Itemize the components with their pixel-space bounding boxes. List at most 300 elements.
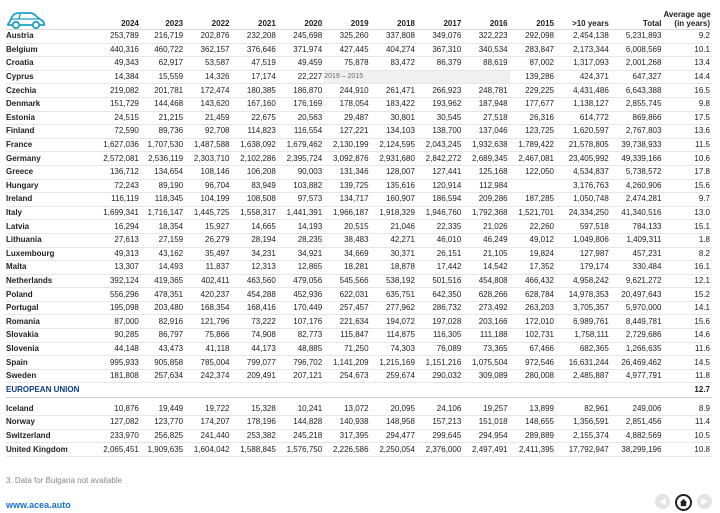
country-cell: Czechia [6,84,99,98]
value-cell: 178,054 [324,97,370,111]
value-cell: 18,354 [141,220,185,234]
table-row [6,443,712,457]
value-cell: 21,105 [463,247,509,261]
country-cell: Luxembourg [6,247,99,261]
value-cell: 362,157 [185,43,231,57]
value-cell: 187,285 [510,193,556,207]
avg-age-cell: 10.5 [663,429,712,443]
value-cell: 325,260 [324,30,370,44]
value-cell: 2,226,586 [324,443,370,457]
avg-age-cell: 10.1 [663,43,712,57]
value-cell: 10,876 [99,402,141,415]
value-cell: 21,215 [141,111,185,125]
value-cell: 1,966,187 [324,206,370,220]
value-cell: 97,573 [278,193,324,207]
value-cell: 597,518 [556,220,611,234]
value-cell: 82,961 [556,402,611,415]
value-cell: 972,546 [510,356,556,370]
value-cell: 116,119 [99,193,141,207]
country-cell: Netherlands [6,274,99,288]
value-cell: 197,028 [417,315,463,329]
value-cell: 28,194 [231,233,277,247]
value-cell: 3,176,763 [556,179,611,193]
value-cell: 1,576,750 [278,443,324,457]
value-cell: 49,459 [278,57,324,71]
table-row [6,57,712,71]
value-cell: 2,124,595 [371,138,417,152]
value-cell: 1,679,462 [278,138,324,152]
value-cell: 21,026 [463,220,509,234]
value-cell: 131,346 [324,165,370,179]
table-row [6,429,712,443]
value-cell: 622,031 [324,288,370,302]
value-cell: 174,207 [185,416,231,430]
value-cell: 96,704 [185,179,231,193]
value-cell: 38,299,196 [611,443,664,457]
value-cell: 71,250 [324,342,370,356]
value-cell: 35,497 [185,247,231,261]
value-cell: 24,334,250 [556,206,611,220]
value-cell: 34,231 [231,247,277,261]
country-cell: Slovenia [6,342,99,356]
value-cell: 83,949 [231,179,277,193]
value-cell: 148,958 [371,416,417,430]
value-cell: 170,449 [278,301,324,315]
home-icon [679,498,688,507]
value-cell: 796,702 [278,356,324,370]
value-cell: 16,294 [99,220,141,234]
value-cell: 460,722 [141,43,185,57]
value-cell: 1,049,806 [556,233,611,247]
value-cell: 2,497,491 [463,443,509,457]
value-cell: 82,773 [278,329,324,343]
value-cell: 376,646 [231,43,277,57]
value-cell: 22,675 [231,111,277,125]
value-cell: 2,043,245 [417,138,463,152]
avg-age-cell: 15.1 [663,220,712,234]
value-cell: 120,914 [417,179,463,193]
country-cell: Poland [6,288,99,302]
value-cell: 53,587 [185,57,231,71]
value-cell: 242,374 [185,369,231,383]
avg-age-cell: 11.8 [663,369,712,383]
country-cell: Belgium [6,43,99,57]
value-cell: 114,823 [231,125,277,139]
table-row [6,97,712,111]
value-cell: 628,266 [463,288,509,302]
value-cell: 177,677 [510,97,556,111]
value-cell: 19,722 [185,402,231,415]
value-cell: 261,471 [371,84,417,98]
value-cell: 1,075,504 [463,356,509,370]
avg-age-cell: 15.6 [663,179,712,193]
value-cell [510,179,556,193]
header-country [6,10,99,30]
next-page-button[interactable] [697,494,712,509]
value-cell: 6,989,761 [556,315,611,329]
value-cell: 29,487 [324,111,370,125]
avg-age-cell: 17.8 [663,165,712,179]
value-cell: 457,231 [611,247,664,261]
value-cell: 340,534 [463,43,509,57]
value-cell: 452,936 [278,288,324,302]
value-cell: 309,089 [463,369,509,383]
value-cell: 2,931,680 [371,152,417,166]
value-cell: 49,339,166 [611,152,664,166]
country-cell: Switzerland [6,429,99,443]
value-cell: 207,121 [278,369,324,383]
value-cell: 1,792,368 [463,206,509,220]
value-cell: 290,032 [417,369,463,383]
value-cell: 1,487,588 [185,138,231,152]
country-cell: Latvia [6,220,99,234]
value-cell: 219,082 [99,84,141,98]
value-cell: 72,243 [99,179,141,193]
value-cell: 642,350 [417,288,463,302]
value-cell: 103,882 [278,179,324,193]
value-cell: 74,303 [371,342,417,356]
country-cell: Ireland [6,193,99,207]
value-cell: 1,638,092 [231,138,277,152]
value-cell: 34,669 [324,247,370,261]
value-cell: 799,077 [231,356,277,370]
table-row [6,261,712,275]
value-cell: 114,875 [371,329,417,343]
value-cell: 160,907 [371,193,417,207]
value-cell: 905,858 [141,356,185,370]
value-cell: 479,056 [278,274,324,288]
avg-age-cell: 16.5 [663,84,712,98]
value-cell: 266,923 [417,84,463,98]
value-cell: 2,485,887 [556,369,611,383]
value-cell: 5,231,893 [611,30,664,44]
value-cell: 143,620 [185,97,231,111]
value-cell: 27,613 [99,233,141,247]
value-cell: 17,352 [510,261,556,275]
value-cell: 2,689,345 [463,152,509,166]
value-cell: 1,141,209 [324,356,370,370]
value-cell: 4,260,906 [611,179,664,193]
avg-age-cell: 13.0 [663,206,712,220]
value-cell: 294,477 [371,429,417,443]
value-cell: 545,566 [324,274,370,288]
value-cell: 127,441 [417,165,463,179]
avg-age-cell: 10.8 [663,443,712,457]
avg-age-cell: 12.1 [663,274,712,288]
value-cell: 232,208 [231,30,277,44]
value-cell: 30,545 [417,111,463,125]
value-cell: 2,474,281 [611,193,664,207]
avg-age-cell: 11.5 [663,138,712,152]
value-cell: 201,781 [141,84,185,98]
value-cell: 3,092,876 [324,152,370,166]
table-row [6,301,712,315]
value-cell: 22,260 [510,220,556,234]
value-cell: 203,480 [141,301,185,315]
value-cell: 27,518 [463,111,509,125]
value-cell: 135,616 [371,179,417,193]
table-row [6,369,712,383]
avg-age-cell: 14.4 [663,70,712,84]
avg-age-cell: 17.5 [663,111,712,125]
value-cell: 168,354 [185,301,231,315]
table-row [6,165,712,179]
value-cell: 2,454,138 [556,30,611,44]
value-cell: 20,563 [278,111,324,125]
value-cell: 466,432 [510,274,556,288]
value-cell: 157,213 [417,416,463,430]
value-cell: 15,328 [231,402,277,415]
value-cell: 14,493 [141,261,185,275]
table-row [6,416,712,430]
value-cell: 46,249 [463,233,509,247]
website-link[interactable]: www.acea.auto [6,500,71,510]
table-row [6,193,712,207]
value-cell: 30,801 [371,111,417,125]
page-navigation [655,494,712,511]
value-cell: 2,250,054 [371,443,417,457]
value-cell: 26,279 [185,233,231,247]
header-avg-age: Average age (in years) [663,10,711,28]
value-cell: 14,978,353 [556,288,611,302]
value-cell: 2,065,451 [99,443,141,457]
value-cell: 87,002 [510,57,556,71]
value-cell: 3,705,357 [556,301,611,315]
value-cell: 144,468 [141,97,185,111]
table-row [6,247,712,261]
header-row [6,10,712,30]
value-cell: 20,515 [324,220,370,234]
value-cell: 195,098 [99,301,141,315]
value-cell: 13,072 [324,402,370,415]
value-cell: 614,772 [556,111,611,125]
header-year: 2016 [463,10,509,30]
value-cell: 263,203 [510,301,556,315]
value-cell: 108,508 [231,193,277,207]
country-cell: France [6,138,99,152]
value-cell: 2,536,119 [141,152,185,166]
value-cell: 26,151 [417,247,463,261]
value-cell: 2,842,272 [417,152,463,166]
country-cell: Estonia [6,111,99,125]
country-cell: Sweden [6,369,99,383]
value-cell: 4,431,486 [556,84,611,98]
value-cell: 73,365 [463,342,509,356]
avg-age-cell: 11.6 [663,342,712,356]
value-cell: 2,851,456 [611,416,664,430]
value-cell: 183,422 [371,97,417,111]
value-cell: 137,046 [463,125,509,139]
value-cell: 463,560 [231,274,277,288]
value-cell: 2,155,374 [556,429,611,443]
value-cell: 253,382 [231,429,277,443]
value-cell: 556,296 [99,288,141,302]
value-cell: 108,146 [185,165,231,179]
value-cell: 193,962 [417,97,463,111]
table-row [6,138,712,152]
country-cell: Spain [6,356,99,370]
value-cell: 178,196 [231,416,277,430]
value-cell: 121,796 [185,315,231,329]
value-cell: 90,285 [99,329,141,343]
value-cell: 1,620,597 [556,125,611,139]
value-cell: 294,954 [463,429,509,443]
value-cell: 283,847 [510,43,556,57]
value-cell: 28,235 [278,233,324,247]
avg-age-cell: 9.2 [663,30,712,44]
value-cell: 67,466 [510,342,556,356]
value-cell: 1,558,317 [231,206,277,220]
header-year: 2023 [141,10,185,30]
value-cell: 367,310 [417,43,463,57]
value-cell: 299,645 [417,429,463,443]
value-cell: 21,046 [371,220,417,234]
value-cell: 1,317,093 [556,57,611,71]
value-cell: 49,012 [510,233,556,247]
value-cell: 128,007 [371,165,417,179]
value-cell: 24,515 [99,111,141,125]
table-row [6,329,712,343]
value-cell: 167,160 [231,97,277,111]
arrow-right-icon: ▶ [701,496,708,506]
value-cell: 20,095 [371,402,417,415]
avg-age-cell: 8.2 [663,247,712,261]
value-cell: 89,190 [141,179,185,193]
value-cell: 43,473 [141,342,185,356]
value-cell: 74,908 [231,329,277,343]
value-cell: 13,899 [510,402,556,415]
value-cell: 180,385 [231,84,277,98]
value-cell: 123,770 [141,416,185,430]
value-cell: 73,222 [231,315,277,329]
country-cell: Lithuania [6,233,99,247]
value-cell: 501,516 [417,274,463,288]
value-cell: 286,732 [417,301,463,315]
value-cell: 1,441,391 [278,206,324,220]
value-cell: 202,876 [185,30,231,44]
value-cell: 245,698 [278,30,324,44]
value-cell: 241,440 [185,429,231,443]
table-row [6,402,712,415]
table-row [6,152,712,166]
value-cell: 15,927 [185,220,231,234]
value-cell: 419,365 [141,274,185,288]
value-cell: 2,395,724 [278,152,324,166]
value-cell: 440,316 [99,43,141,57]
value-cell: 21,459 [185,111,231,125]
value-cell: 2,173,344 [556,43,611,57]
value-cell: 107,176 [278,315,324,329]
value-cell: 194,072 [371,315,417,329]
footnote: 3. Data for Bulgaria not available [6,476,123,485]
value-cell: 14,193 [278,220,324,234]
value-cell: 15,559 [141,70,185,84]
value-cell: 86,379 [417,57,463,71]
value-cell: 1,918,329 [371,206,417,220]
value-cell: 14,326 [185,70,231,84]
value-cell: 144,828 [278,416,324,430]
value-cell: 136,712 [99,165,141,179]
value-cell: 2,303,710 [185,152,231,166]
value-cell: 76,089 [417,342,463,356]
value-cell: 402,411 [185,274,231,288]
value-cell: 134,103 [371,125,417,139]
avg-age-cell: 14.1 [663,301,712,315]
value-cell: 322,223 [463,30,509,44]
value-cell: 1,266,635 [611,342,664,356]
avg-age-cell: 16.1 [663,261,712,275]
value-cell: 4,882,569 [611,429,664,443]
value-cell: 26,316 [510,111,556,125]
avg-age-cell: 14.6 [663,329,712,343]
value-cell: 11,837 [185,261,231,275]
previous-page-button[interactable] [655,494,670,509]
value-cell: 134,717 [324,193,370,207]
value-cell: 277,962 [371,301,417,315]
country-cell: Austria [6,30,99,44]
value-cell: 116,554 [278,125,324,139]
value-cell: 12,865 [278,261,324,275]
value-cell: 1,789,422 [510,138,556,152]
value-cell: 628,784 [510,288,556,302]
value-cell: 248,781 [463,84,509,98]
avg-age-cell: 14.5 [663,356,712,370]
country-cell: Iceland [6,402,99,415]
value-cell: 5,970,000 [611,301,664,315]
table-row [6,111,712,125]
value-cell: 8,449,781 [611,315,664,329]
value-cell: 127,987 [556,247,611,261]
avg-age-cell: 15.2 [663,288,712,302]
value-cell: 39,738,933 [611,138,664,152]
value-cell: 13,307 [99,261,141,275]
country-cell: Malta [6,261,99,275]
value-cell: 19,257 [463,402,509,415]
table-row [6,43,712,57]
home-button[interactable] [675,494,692,511]
table-row [6,288,712,302]
value-cell: 176,169 [278,97,324,111]
header-year: 2019 [324,10,370,30]
value-cell: 209,491 [231,369,277,383]
value-cell: 83,472 [371,57,417,71]
value-cell: 6,643,388 [611,84,664,98]
table-row [6,315,712,329]
avg-age-cell: 8.9 [663,402,712,415]
value-cell: 30,371 [371,247,417,261]
value-cell: 1,699,341 [99,206,141,220]
value-cell: 10,241 [278,402,324,415]
value-cell: 139,725 [324,179,370,193]
value-cell: 349,076 [417,30,463,44]
value-cell: 43,162 [141,247,185,261]
value-cell: 151,018 [463,416,509,430]
value-cell: 75,866 [185,329,231,343]
value-cell: 92,708 [185,125,231,139]
value-cell: 47,519 [231,57,277,71]
value-cell: 139,286 [510,70,556,84]
value-cell: 111,188 [463,329,509,343]
country-cell: Germany [6,152,99,166]
value-cell: 122,050 [510,165,556,179]
value-cell: 1,445,725 [185,206,231,220]
eu-total-row [6,383,712,398]
value-cell: 289,889 [510,429,556,443]
value-cell: 233,970 [99,429,141,443]
table-row [6,356,712,370]
value-cell: 23,405,992 [556,152,611,166]
header-year: 2020 [278,10,324,30]
